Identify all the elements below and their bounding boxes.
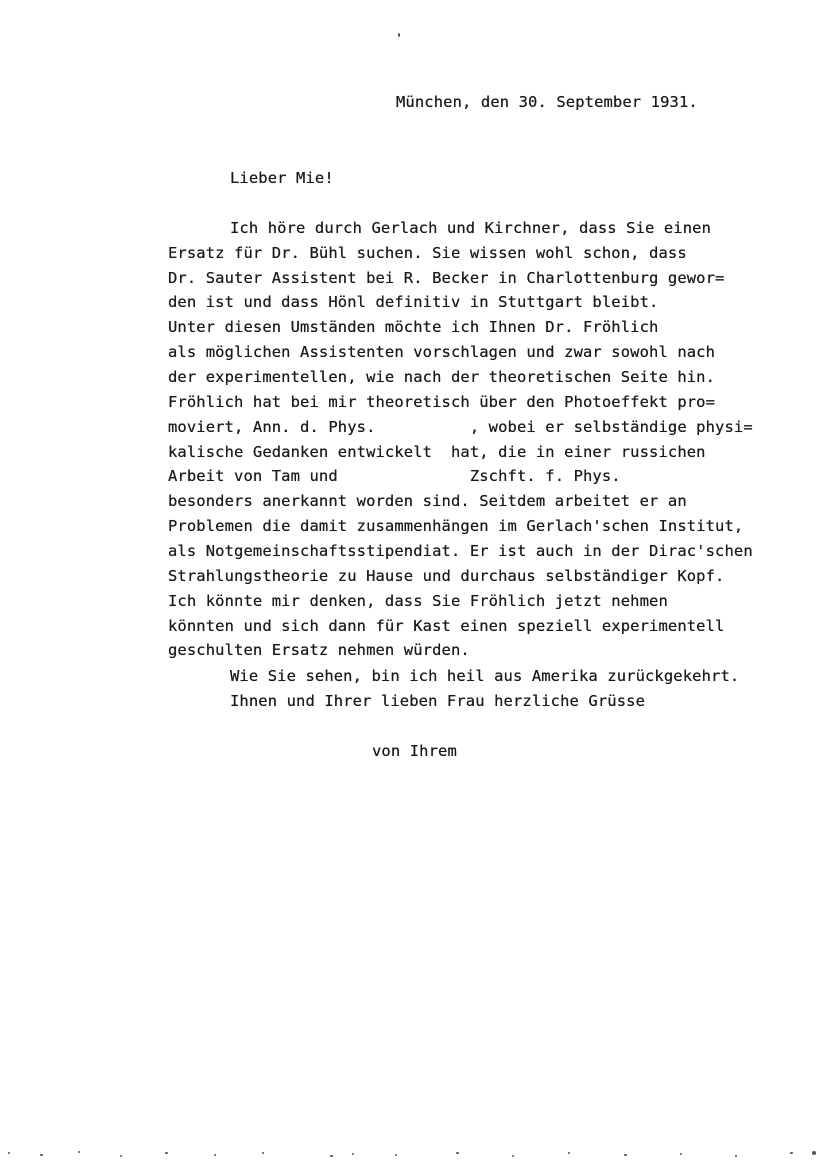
body-line: Ich höre durch Gerlach und Kirchner, dass Sie einen bbox=[230, 219, 712, 237]
scan-noise-strip bbox=[0, 1140, 827, 1169]
body-line: als Notgemeinschaftsstipendiat. Er ist auch in der Dirac'schen bbox=[168, 542, 753, 560]
scan-speck bbox=[214, 1154, 216, 1156]
scan-speck bbox=[735, 1155, 737, 1157]
scan-speck bbox=[262, 1152, 264, 1154]
body-line: als möglichen Assistenten vorschlagen und zwar sowohl nach bbox=[168, 343, 716, 361]
letter-closing: von Ihrem bbox=[372, 742, 457, 760]
scan-speck bbox=[165, 1152, 168, 1154]
scan-speck bbox=[352, 1153, 354, 1155]
scan-speck bbox=[512, 1155, 514, 1157]
scan-speck bbox=[624, 1154, 627, 1156]
scan-speck bbox=[330, 1155, 333, 1157]
body-line: geschulten Ersatz nehmen würden. bbox=[168, 641, 470, 659]
body-line: der experimentellen, wie nach der theoretischen Seite hin. bbox=[168, 368, 716, 386]
letter-salutation: Lieber Mie! bbox=[230, 169, 334, 187]
scan-speck bbox=[120, 1155, 122, 1157]
body-line: Problemen die damit zusammenhängen im Gerlach'schen Institut, bbox=[168, 517, 744, 535]
body-line: Ihnen und Ihrer lieben Frau herzliche Grüsse bbox=[230, 692, 645, 710]
body-line: besonders anerkannt worden sind. Seitdem arbeitet er an bbox=[168, 492, 687, 510]
body-line: kalische Gedanken entwickelt hat, die in einer russichen bbox=[168, 443, 706, 461]
scan-speck bbox=[680, 1153, 682, 1155]
body-line: könnten und sich dann für Kast einen speziell experimentell bbox=[168, 617, 725, 635]
scan-speck bbox=[456, 1152, 459, 1154]
scan-speck bbox=[8, 1152, 10, 1154]
body-line: moviert, Ann. d. Phys. , wobei er selbständige physi= bbox=[168, 418, 753, 436]
body-line: Ich könnte mir denken, dass Sie Fröhlich jetzt nehmen bbox=[168, 592, 668, 610]
scan-speck bbox=[395, 1154, 397, 1156]
body-line: Strahlungstheorie zu Hause und durchaus selbständiger Kopf. bbox=[168, 567, 725, 585]
scan-speck bbox=[40, 1154, 43, 1156]
letter-date: München, den 30. September 1931. bbox=[396, 93, 698, 111]
body-line: den ist und dass Hönl definitiv in Stuttgart bleibt. bbox=[168, 293, 659, 311]
body-line: Ersatz für Dr. Bühl suchen. Sie wissen wohl schon, dass bbox=[168, 244, 687, 262]
scan-speck bbox=[568, 1152, 570, 1154]
body-line: Dr. Sauter Assistent bei R. Becker in Charlottenburg gewor= bbox=[168, 269, 725, 287]
scan-speck bbox=[78, 1151, 80, 1153]
scan-speck bbox=[790, 1152, 793, 1154]
body-line: Arbeit von Tam und Zschft. f. Phys. bbox=[168, 467, 621, 485]
body-line: Fröhlich hat bei mir theoretisch über den Photoeffekt pro= bbox=[168, 393, 716, 411]
scan-speck bbox=[812, 1151, 816, 1155]
body-line: Unter diesen Umständen möchte ich Ihnen Dr. Fröhlich bbox=[168, 318, 659, 336]
body-line: Wie Sie sehen, bin ich heil aus Amerika zurückgekehrt. bbox=[230, 667, 740, 685]
scan-speck bbox=[398, 33, 400, 37]
